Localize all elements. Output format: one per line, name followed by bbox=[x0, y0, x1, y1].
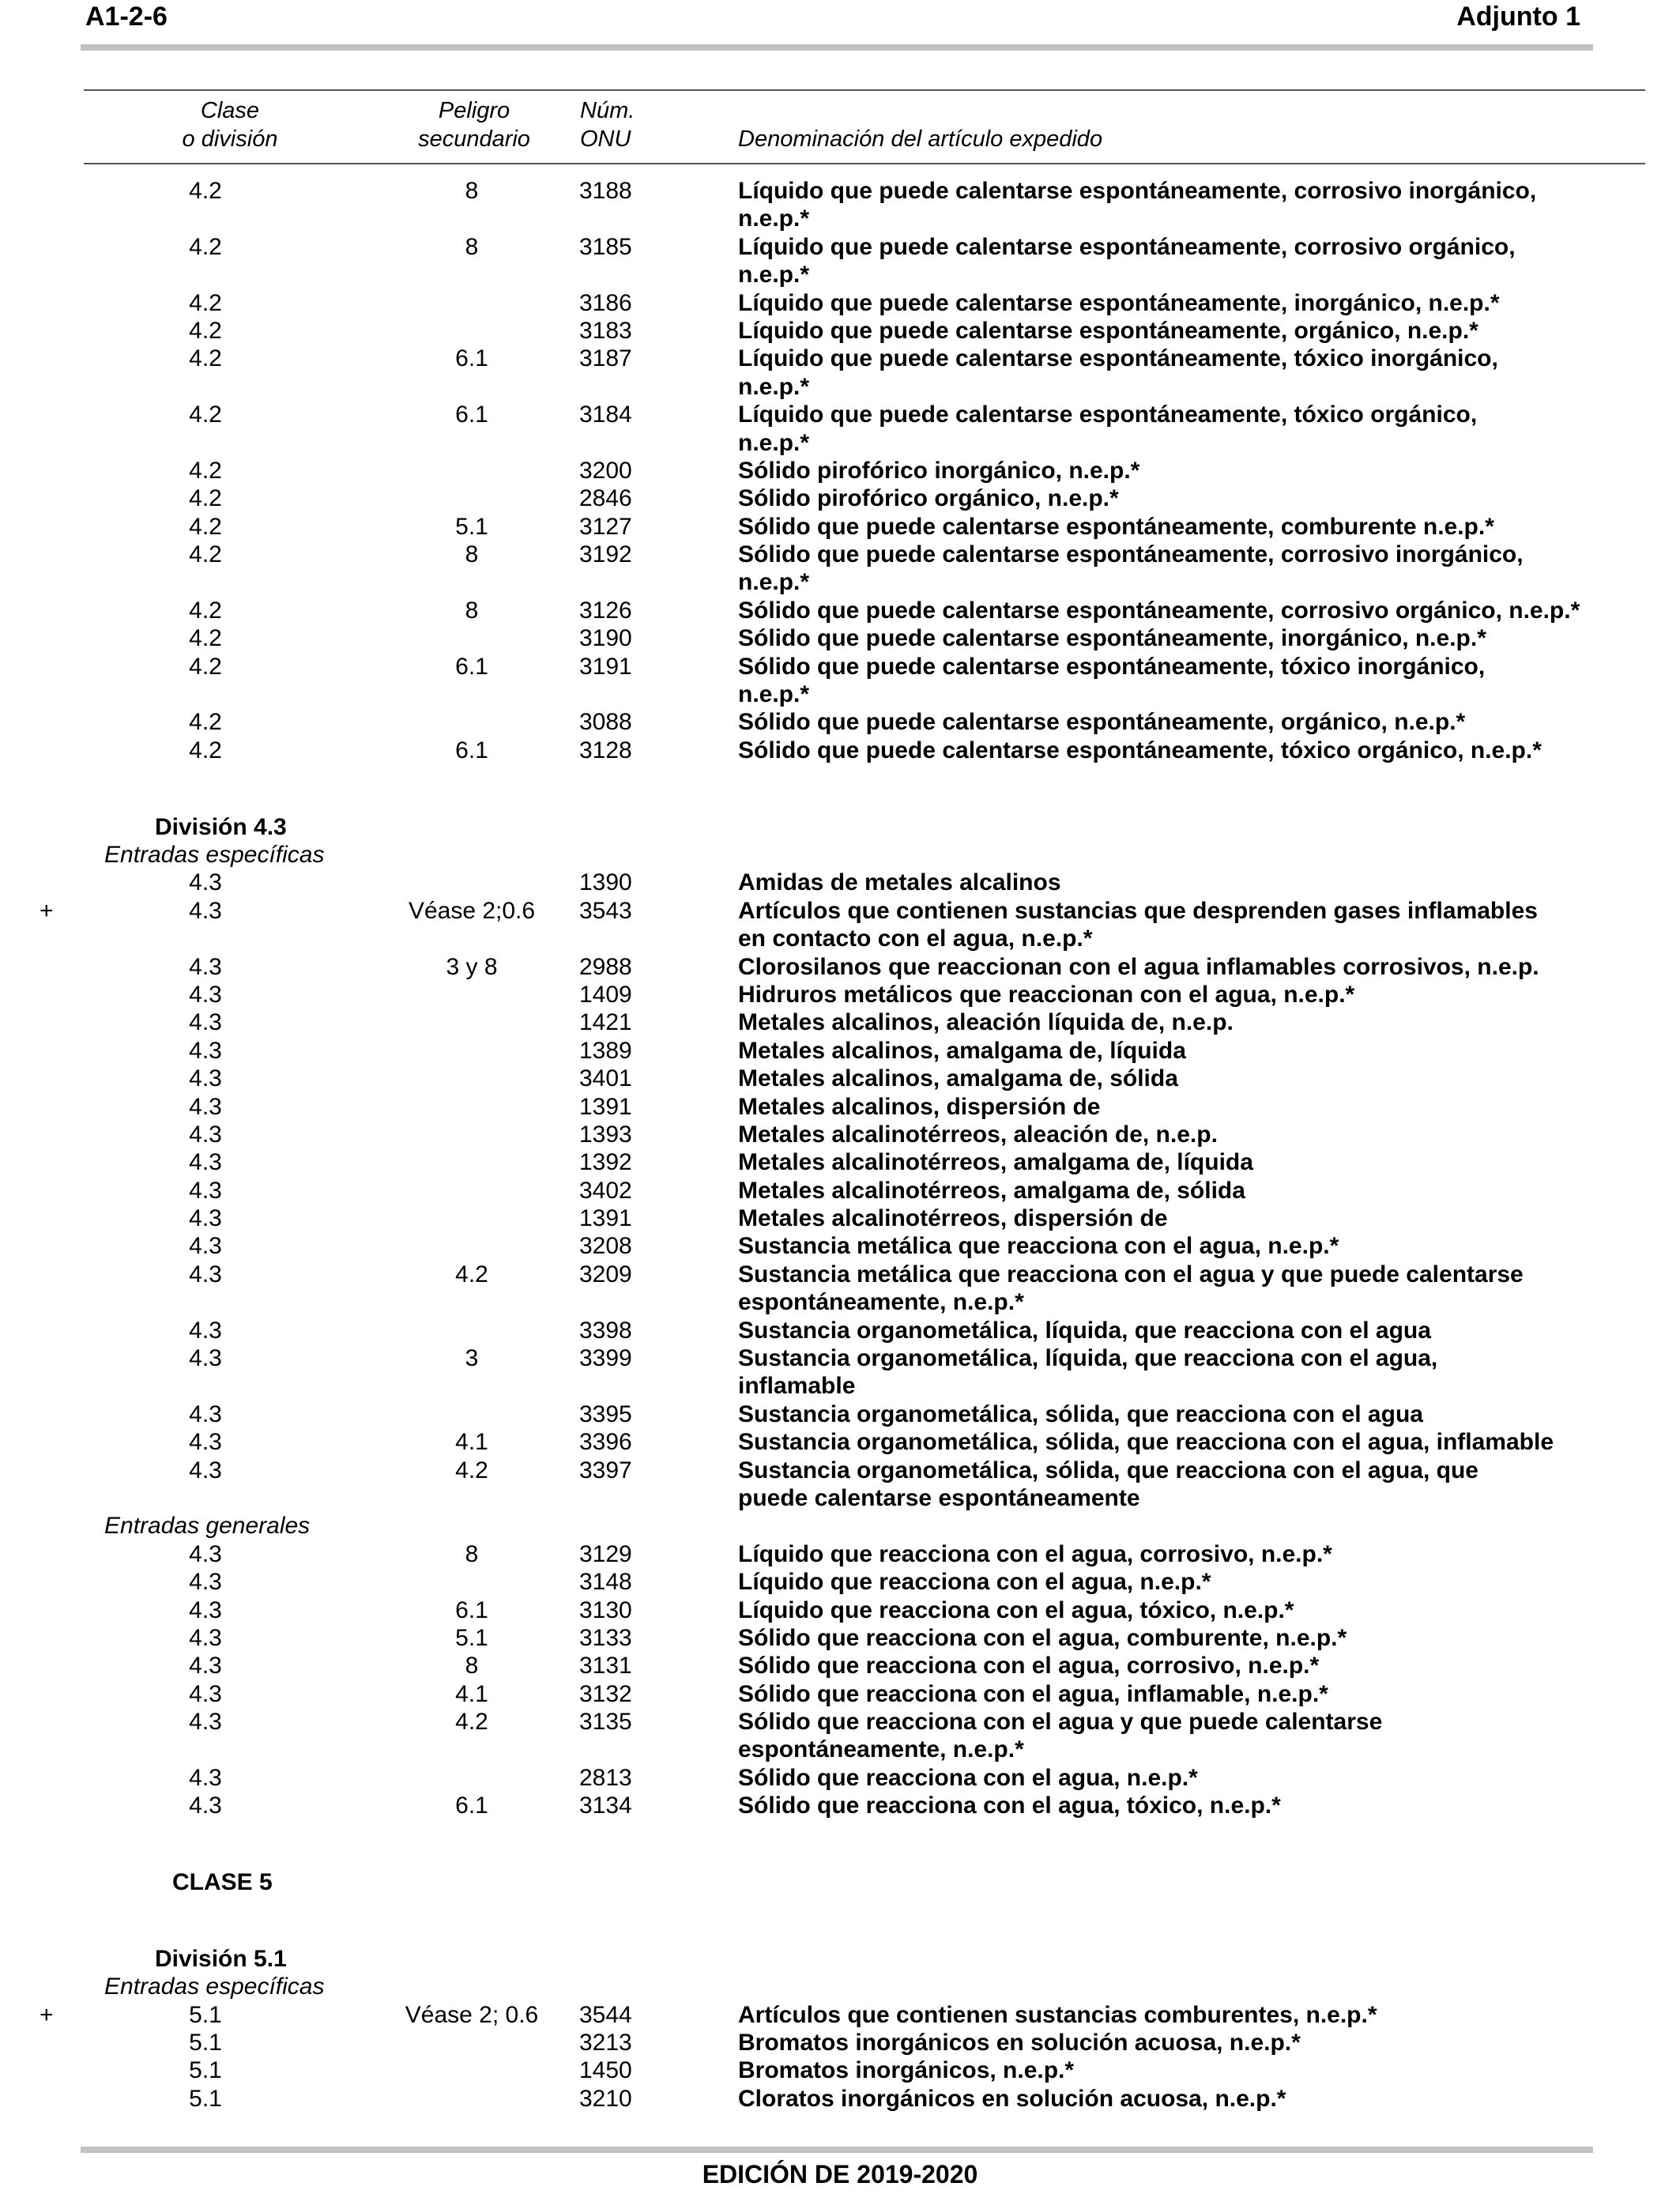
attachment-label: Adjunto 1 bbox=[1456, 2, 1580, 32]
cell-peligro-secundario: 4.2 bbox=[455, 1709, 488, 1736]
cell-num-onu: 3186 bbox=[579, 289, 632, 316]
cell-denominacion: Líquido que reacciona con el agua, tóxico, n.e.p.* bbox=[738, 1596, 1294, 1623]
column-header-clase bbox=[150, 96, 310, 153]
table-row-continuation bbox=[0, 680, 1680, 708]
cell-num-onu: 3191 bbox=[579, 653, 632, 680]
cell-denominacion-continued: en contacto con el agua, n.e.p.* bbox=[738, 925, 1093, 952]
table-row bbox=[0, 1680, 1680, 1708]
cell-num-onu: 3213 bbox=[579, 2030, 632, 2056]
table-row-continuation bbox=[0, 429, 1680, 457]
cell-denominacion: Sólido que reacciona con el agua y que puede calentarse bbox=[738, 1709, 1383, 1736]
cell-denominacion: Sólido que puede calentarse espontáneamente, corrosivo inorgánico, bbox=[738, 541, 1524, 568]
cell-clase: 4.2 bbox=[189, 317, 222, 344]
cell-denominacion: Metales alcalinotérreos, aleación de, n.e.p. bbox=[738, 1121, 1218, 1148]
table-row bbox=[0, 1037, 1680, 1065]
spacer bbox=[0, 793, 1680, 813]
cell-peligro-secundario: 6.1 bbox=[455, 737, 488, 763]
column-header-num-line2: ONU bbox=[580, 126, 631, 152]
column-header-peligro-line1: Peligro bbox=[438, 98, 510, 123]
cell-clase: 4.3 bbox=[189, 1540, 222, 1567]
entries-subheading: Entradas específicas bbox=[104, 841, 325, 868]
cell-denominacion: Metales alcalinotérreos, amalgama de, sólida bbox=[738, 1177, 1245, 1204]
cell-num-onu: 3127 bbox=[579, 513, 632, 540]
cell-peligro-secundario: 8 bbox=[465, 233, 479, 260]
cell-num-onu: 1450 bbox=[579, 2057, 632, 2084]
cell-peligro-secundario: 5.1 bbox=[455, 1624, 488, 1651]
table-row-continuation bbox=[0, 1288, 1680, 1316]
cell-num-onu: 2813 bbox=[579, 1764, 632, 1791]
document-code: A1-2-6 bbox=[85, 2, 168, 32]
table-row bbox=[0, 1344, 1680, 1372]
table-row bbox=[0, 177, 1680, 205]
division-heading-row bbox=[0, 1945, 1680, 1973]
table-row bbox=[0, 1708, 1680, 1736]
cell-clase: 4.3 bbox=[189, 953, 222, 980]
column-header-peligro-line2: secundario bbox=[418, 126, 530, 152]
cell-num-onu: 1390 bbox=[579, 869, 632, 896]
cell-clase: 4.3 bbox=[189, 1037, 222, 1064]
cell-num-onu: 3402 bbox=[579, 1177, 632, 1204]
table-row bbox=[0, 708, 1680, 736]
table-top-rule bbox=[84, 89, 1645, 91]
cell-num-onu: 3131 bbox=[579, 1653, 632, 1679]
cell-clase: 4.3 bbox=[189, 1680, 222, 1707]
cell-peligro-secundario: 8 bbox=[465, 178, 479, 204]
cell-denominacion: Bromatos inorgánicos en solución acuosa, n.e.p.* bbox=[738, 2030, 1301, 2056]
cell-num-onu: 3183 bbox=[579, 317, 632, 344]
cell-denominacion: Líquido que puede calentarse espontáneamente, orgánico, n.e.p.* bbox=[738, 317, 1478, 344]
cell-num-onu: 3134 bbox=[579, 1793, 632, 1819]
table-row-continuation bbox=[0, 1736, 1680, 1763]
cell-denominacion-continued: inflamable bbox=[738, 1373, 856, 1400]
cell-denominacion-continued: n.e.p.* bbox=[738, 373, 810, 400]
table-row-continuation bbox=[0, 1484, 1680, 1512]
cell-num-onu: 3185 bbox=[579, 233, 632, 260]
cell-clase: 5.1 bbox=[189, 2057, 222, 2084]
cell-denominacion: Metales alcalinos, amalgama de, líquida bbox=[738, 1037, 1186, 1064]
table-row bbox=[0, 1764, 1680, 1792]
cell-num-onu: 3088 bbox=[579, 709, 632, 736]
amendment-marker: + bbox=[40, 897, 54, 924]
cell-denominacion: Sólido pirofórico inorgánico, n.e.p.* bbox=[738, 457, 1140, 484]
cell-denominacion: Metales alcalinotérreos, amalgama de, líquida bbox=[738, 1149, 1253, 1176]
table-row bbox=[0, 869, 1680, 896]
cell-num-onu: 3208 bbox=[579, 1233, 632, 1260]
column-header-num-onu bbox=[580, 96, 635, 153]
table-row bbox=[0, 1008, 1680, 1036]
cell-peligro-secundario: 3 bbox=[465, 1345, 479, 1372]
cell-num-onu: 3130 bbox=[579, 1596, 632, 1623]
class-heading-row bbox=[0, 1868, 1680, 1896]
table-row-continuation bbox=[0, 925, 1680, 952]
cell-denominacion: Sustancia organometálica, sólida, que reacciona con el agua bbox=[738, 1400, 1423, 1427]
division-heading: División 4.3 bbox=[155, 813, 287, 840]
cell-num-onu: 1391 bbox=[579, 1205, 632, 1232]
column-header-clase-line2: o división bbox=[182, 126, 278, 152]
cell-clase: 5.1 bbox=[189, 2001, 222, 2028]
cell-num-onu: 3126 bbox=[579, 597, 632, 624]
table-row bbox=[0, 401, 1680, 428]
cell-num-onu: 3188 bbox=[579, 178, 632, 204]
table-row bbox=[0, 1093, 1680, 1121]
cell-peligro-secundario: 4.2 bbox=[455, 1457, 488, 1483]
entries-subheading-row bbox=[0, 1973, 1680, 2000]
cell-denominacion: Líquido que puede calentarse espontáneamente, corrosivo inorgánico, bbox=[738, 178, 1537, 204]
table-row bbox=[0, 1428, 1680, 1456]
cell-num-onu: 3184 bbox=[579, 401, 632, 428]
cell-num-onu: 1389 bbox=[579, 1037, 632, 1064]
cell-clase: 4.3 bbox=[189, 1065, 222, 1092]
amendment-marker: + bbox=[40, 2001, 54, 2028]
cell-denominacion: Sólido que puede calentarse espontáneamente, comburente n.e.p.* bbox=[738, 513, 1494, 540]
spacer bbox=[0, 1924, 1680, 1945]
table-row bbox=[0, 1540, 1680, 1568]
table-row bbox=[0, 2029, 1680, 2056]
cell-peligro-secundario: Véase 2;0.6 bbox=[408, 897, 536, 924]
cell-num-onu: 3128 bbox=[579, 737, 632, 763]
cell-clase: 4.3 bbox=[189, 1261, 222, 1287]
cell-denominacion: Sustancia organometálica, sólida, que reacciona con el agua, que bbox=[738, 1457, 1478, 1483]
division-heading-row bbox=[0, 813, 1680, 841]
cell-denominacion: Líquido que reacciona con el agua, n.e.p.* bbox=[738, 1569, 1211, 1596]
cell-num-onu: 3395 bbox=[579, 1400, 632, 1427]
cell-clase: 4.2 bbox=[189, 178, 222, 204]
table-row bbox=[0, 1317, 1680, 1344]
table-row-continuation bbox=[0, 1372, 1680, 1400]
cell-clase: 4.2 bbox=[189, 401, 222, 428]
column-header-denominacion: Denominación del artículo expedido bbox=[738, 126, 1103, 152]
cell-denominacion: Líquido que puede calentarse espontáneamente, corrosivo orgánico, bbox=[738, 233, 1516, 260]
footer-divider bbox=[81, 2147, 1593, 2153]
cell-peligro-secundario: 8 bbox=[465, 1540, 479, 1567]
cell-clase: 4.2 bbox=[189, 709, 222, 736]
cell-peligro-secundario: 6.1 bbox=[455, 345, 488, 372]
cell-clase: 4.2 bbox=[189, 541, 222, 568]
table-row bbox=[0, 317, 1680, 345]
cell-num-onu: 3399 bbox=[579, 1345, 632, 1372]
cell-denominacion: Sustancia metálica que reacciona con el agua, n.e.p.* bbox=[738, 1233, 1339, 1260]
column-header-peligro bbox=[395, 96, 553, 153]
header-divider bbox=[81, 44, 1593, 51]
table-row bbox=[0, 1400, 1680, 1428]
cell-denominacion: Sólido pirofórico orgánico, n.e.p.* bbox=[738, 485, 1119, 512]
spacer bbox=[0, 1848, 1680, 1868]
table-row bbox=[0, 1596, 1680, 1624]
cell-clase: 4.3 bbox=[189, 1709, 222, 1736]
cell-denominacion: Artículos que contienen sustancias comburentes, n.e.p.* bbox=[738, 2001, 1377, 2028]
cell-num-onu: 3401 bbox=[579, 1065, 632, 1092]
cell-clase: 4.3 bbox=[189, 1317, 222, 1344]
cell-peligro-secundario: 6.1 bbox=[455, 653, 488, 680]
cell-num-onu: 2988 bbox=[579, 953, 632, 980]
cell-num-onu: 3209 bbox=[579, 1261, 632, 1287]
cell-clase: 4.3 bbox=[189, 1121, 222, 1148]
cell-denominacion: Clorosilanos que reaccionan con el agua inflamables corrosivos, n.e.p. bbox=[738, 953, 1539, 980]
cell-denominacion: Bromatos inorgánicos, n.e.p.* bbox=[738, 2057, 1075, 2084]
cell-denominacion: Sólido que reacciona con el agua, inflamable, n.e.p.* bbox=[738, 1680, 1328, 1707]
edition-footer: EDICIÓN DE 2019-2020 bbox=[702, 2160, 978, 2188]
cell-denominacion-continued: espontáneamente, n.e.p.* bbox=[738, 1289, 1024, 1316]
table-row bbox=[0, 1121, 1680, 1148]
cell-num-onu: 3543 bbox=[579, 897, 632, 924]
cell-clase: 4.3 bbox=[189, 1205, 222, 1232]
cell-num-onu: 3544 bbox=[579, 2001, 632, 2028]
cell-denominacion: Artículos que contienen sustancias que desprenden gases inflamables bbox=[738, 897, 1538, 924]
cell-clase: 4.3 bbox=[189, 1764, 222, 1791]
spacer bbox=[0, 764, 1680, 792]
cell-denominacion: Metales alcalinos, dispersión de bbox=[738, 1093, 1101, 1120]
table-row bbox=[0, 484, 1680, 512]
cell-clase: 5.1 bbox=[189, 2030, 222, 2056]
cell-peligro-secundario: 8 bbox=[465, 597, 479, 624]
cell-peligro-secundario: 5.1 bbox=[455, 513, 488, 540]
cell-clase: 4.3 bbox=[189, 1793, 222, 1819]
spacer bbox=[0, 1896, 1680, 1924]
table-row bbox=[0, 2085, 1680, 2113]
cell-denominacion: Sólido que reacciona con el agua, comburente, n.e.p.* bbox=[738, 1624, 1347, 1651]
cell-num-onu: 3396 bbox=[579, 1429, 632, 1456]
cell-num-onu: 3397 bbox=[579, 1457, 632, 1483]
table-row bbox=[0, 345, 1680, 372]
cell-peligro-secundario: 3 y 8 bbox=[446, 953, 498, 980]
table-row bbox=[0, 541, 1680, 568]
cell-denominacion: Líquido que reacciona con el agua, corrosivo, n.e.p.* bbox=[738, 1540, 1332, 1567]
cell-denominacion: Sólido que reacciona con el agua, n.e.p.* bbox=[738, 1764, 1198, 1791]
cell-denominacion: Hidruros metálicos que reaccionan con el agua, n.e.p.* bbox=[738, 981, 1355, 1008]
cell-num-onu: 3398 bbox=[579, 1317, 632, 1344]
table-row bbox=[0, 597, 1680, 624]
dangerous-goods-table bbox=[0, 177, 1680, 2113]
cell-peligro-secundario: 4.1 bbox=[455, 1680, 488, 1707]
table-row bbox=[0, 1177, 1680, 1204]
entries-subheading-row bbox=[0, 841, 1680, 869]
cell-num-onu: 3148 bbox=[579, 1569, 632, 1596]
cell-clase: 4.3 bbox=[189, 869, 222, 896]
table-row-continuation bbox=[0, 261, 1680, 288]
table-row bbox=[0, 1261, 1680, 1288]
cell-denominacion: Sustancia metálica que reacciona con el agua y que puede calentarse bbox=[738, 1261, 1524, 1287]
cell-clase: 4.2 bbox=[189, 653, 222, 680]
table-row bbox=[0, 233, 1680, 261]
cell-clase: 4.3 bbox=[189, 1569, 222, 1596]
cell-clase: 4.3 bbox=[189, 1177, 222, 1204]
cell-denominacion: Sólido que puede calentarse espontáneamente, inorgánico, n.e.p.* bbox=[738, 625, 1486, 652]
cell-denominacion: Amidas de metales alcalinos bbox=[738, 869, 1061, 896]
cell-clase: 4.3 bbox=[189, 1429, 222, 1456]
cell-denominacion: Sólido que puede calentarse espontáneamente, orgánico, n.e.p.* bbox=[738, 709, 1466, 736]
table-row bbox=[0, 1065, 1680, 1092]
cell-num-onu: 2846 bbox=[579, 485, 632, 512]
table-row bbox=[0, 1652, 1680, 1679]
table-row bbox=[0, 653, 1680, 680]
table-row bbox=[0, 1624, 1680, 1652]
table-row bbox=[0, 1457, 1680, 1484]
cell-peligro-secundario: Véase 2; 0.6 bbox=[405, 2001, 539, 2028]
entries-subheading: Entradas generales bbox=[104, 1513, 311, 1540]
column-header-num-line1: Núm. bbox=[580, 98, 635, 123]
cell-num-onu: 3133 bbox=[579, 1624, 632, 1651]
cell-denominacion-continued: n.e.p.* bbox=[738, 429, 810, 456]
table-row bbox=[0, 1204, 1680, 1232]
table-row bbox=[0, 981, 1680, 1008]
cell-denominacion: Sólido que puede calentarse espontáneamente, tóxico orgánico, n.e.p.* bbox=[738, 737, 1542, 763]
cell-clase: 4.2 bbox=[189, 513, 222, 540]
cell-denominacion-continued: n.e.p.* bbox=[738, 262, 810, 288]
cell-denominacion-continued: espontáneamente, n.e.p.* bbox=[738, 1736, 1024, 1763]
cell-peligro-secundario: 4.2 bbox=[455, 1261, 488, 1287]
cell-clase: 4.2 bbox=[189, 457, 222, 484]
table-row-continuation bbox=[0, 205, 1680, 232]
cell-denominacion: Cloratos inorgánicos en solución acuosa, n.e.p.* bbox=[738, 2085, 1286, 2112]
cell-num-onu: 1421 bbox=[579, 1009, 632, 1036]
cell-clase: 4.3 bbox=[189, 1009, 222, 1036]
spacer bbox=[0, 1820, 1680, 1848]
cell-denominacion: Metales alcalinos, amalgama de, sólida bbox=[738, 1065, 1178, 1092]
table-row bbox=[0, 1148, 1680, 1176]
cell-clase: 4.3 bbox=[189, 1093, 222, 1120]
table-row bbox=[0, 2056, 1680, 2084]
cell-denominacion: Líquido que puede calentarse espontáneamente, inorgánico, n.e.p.* bbox=[738, 289, 1500, 316]
cell-denominacion: Líquido que puede calentarse espontáneamente, tóxico orgánico, bbox=[738, 401, 1478, 428]
table-row bbox=[0, 513, 1680, 541]
cell-denominacion-continued: n.e.p.* bbox=[738, 681, 810, 708]
cell-denominacion: Sólido que reacciona con el agua, corrosivo, n.e.p.* bbox=[738, 1653, 1320, 1679]
cell-peligro-secundario: 8 bbox=[465, 1653, 479, 1679]
cell-clase: 4.3 bbox=[189, 1624, 222, 1651]
table-row bbox=[0, 737, 1680, 764]
cell-num-onu: 3129 bbox=[579, 1540, 632, 1567]
cell-denominacion: Líquido que puede calentarse espontáneamente, tóxico inorgánico, bbox=[738, 345, 1498, 372]
cell-clase: 4.2 bbox=[189, 597, 222, 624]
cell-num-onu: 3135 bbox=[579, 1709, 632, 1736]
class-heading: CLASE 5 bbox=[172, 1869, 273, 1896]
division-heading: División 5.1 bbox=[155, 1945, 287, 1972]
cell-denominacion-continued: n.e.p.* bbox=[738, 205, 810, 232]
cell-denominacion: Sustancia organometálica, sólida, que reacciona con el agua, inflamable bbox=[738, 1429, 1554, 1456]
table-row bbox=[0, 953, 1680, 981]
cell-num-onu: 3210 bbox=[579, 2085, 632, 2112]
cell-num-onu: 1392 bbox=[579, 1149, 632, 1176]
table-row bbox=[0, 1792, 1680, 1819]
cell-num-onu: 3132 bbox=[579, 1680, 632, 1707]
entries-subheading-row bbox=[0, 1512, 1680, 1540]
cell-clase: 4.3 bbox=[189, 1400, 222, 1427]
cell-clase: 4.2 bbox=[189, 485, 222, 512]
cell-clase: 4.2 bbox=[189, 625, 222, 652]
cell-clase: 4.3 bbox=[189, 981, 222, 1008]
cell-denominacion-continued: n.e.p.* bbox=[738, 569, 810, 596]
cell-denominacion: Sólido que puede calentarse espontáneamente, tóxico inorgánico, bbox=[738, 653, 1486, 680]
cell-num-onu: 3200 bbox=[579, 457, 632, 484]
cell-peligro-secundario: 8 bbox=[465, 541, 479, 568]
cell-clase: 4.3 bbox=[189, 1149, 222, 1176]
cell-num-onu: 3192 bbox=[579, 541, 632, 568]
cell-clase: 4.3 bbox=[189, 1457, 222, 1483]
table-row bbox=[0, 289, 1680, 317]
cell-num-onu: 1409 bbox=[579, 981, 632, 1008]
table-row bbox=[0, 624, 1680, 652]
cell-denominacion: Metales alcalinos, aleación líquida de, n.e.p. bbox=[738, 1009, 1234, 1036]
cell-denominacion-continued: puede calentarse espontáneamente bbox=[738, 1484, 1140, 1511]
cell-denominacion: Sustancia organometálica, líquida, que reacciona con el agua bbox=[738, 1317, 1431, 1344]
column-header-clase-line1: Clase bbox=[200, 98, 260, 123]
table-row-continuation bbox=[0, 568, 1680, 596]
table-row bbox=[0, 1232, 1680, 1260]
cell-clase: 4.2 bbox=[189, 233, 222, 260]
cell-denominacion: Sólido que puede calentarse espontáneamente, corrosivo orgánico, n.e.p.* bbox=[738, 597, 1580, 624]
cell-num-onu: 3190 bbox=[579, 625, 632, 652]
cell-num-onu: 3187 bbox=[579, 345, 632, 372]
table-row bbox=[0, 457, 1680, 484]
cell-clase: 4.2 bbox=[189, 737, 222, 763]
cell-denominacion: Metales alcalinotérreos, dispersión de bbox=[738, 1205, 1168, 1232]
entries-subheading: Entradas específicas bbox=[104, 1973, 325, 2000]
table-row-continuation bbox=[0, 373, 1680, 401]
cell-num-onu: 1393 bbox=[579, 1121, 632, 1148]
cell-clase: 4.3 bbox=[189, 1653, 222, 1679]
cell-denominacion: Sólido que reacciona con el agua, tóxico, n.e.p.* bbox=[738, 1793, 1281, 1819]
cell-denominacion: Sustancia organometálica, líquida, que reacciona con el agua, bbox=[738, 1345, 1438, 1372]
cell-clase: 4.3 bbox=[189, 897, 222, 924]
cell-clase: 4.3 bbox=[189, 1345, 222, 1372]
cell-clase: 4.3 bbox=[189, 1596, 222, 1623]
cell-clase: 5.1 bbox=[189, 2085, 222, 2112]
cell-peligro-secundario: 6.1 bbox=[455, 1596, 488, 1623]
cell-peligro-secundario: 6.1 bbox=[455, 401, 488, 428]
cell-peligro-secundario: 6.1 bbox=[455, 1793, 488, 1819]
cell-num-onu: 1391 bbox=[579, 1093, 632, 1120]
table-row bbox=[0, 1568, 1680, 1596]
cell-peligro-secundario: 4.1 bbox=[455, 1429, 488, 1456]
table-row bbox=[0, 2001, 1680, 2029]
table-row bbox=[0, 897, 1680, 925]
table-header-rule bbox=[84, 163, 1645, 164]
cell-clase: 4.3 bbox=[189, 1233, 222, 1260]
cell-clase: 4.2 bbox=[189, 345, 222, 372]
cell-clase: 4.2 bbox=[189, 289, 222, 316]
